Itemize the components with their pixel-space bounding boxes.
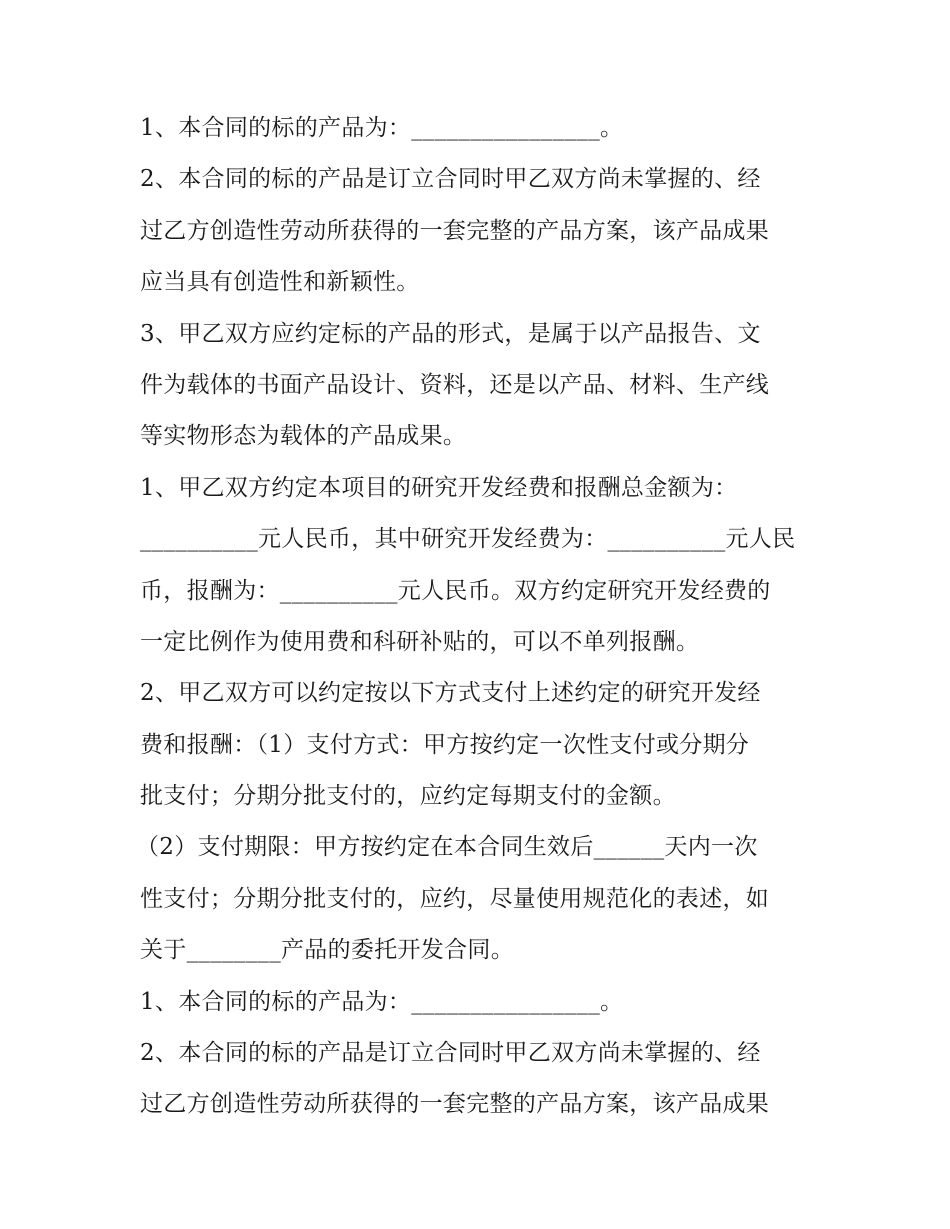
text-line: 一定比例作为使用费和科研补贴的，可以不单列报酬。 — [140, 628, 700, 655]
text-line: 1、本合同的标的产品为：________________。 — [140, 115, 624, 141]
text-line: 过乙方创造性劳动所获得的一套完整的产品方案，该产品成果 — [140, 217, 770, 244]
text-line: 等实物形态为载体的产品成果。 — [140, 423, 467, 450]
text-line: 币，报酬为：__________元人民币。双方约定研究开发经费的 — [140, 577, 771, 604]
text-line: 费和报酬：（1）支付方式：甲方按约定一次性支付或分期分 — [140, 731, 750, 758]
text-line: 关于________产品的委托开发合同。 — [140, 937, 514, 964]
text-line: （2）支付期限：甲方按约定在本合同生效后______天内一次 — [136, 834, 758, 861]
text-line: 件为载体的书面产品设计、资料，还是以产品、材料、生产线 — [140, 371, 770, 398]
text-line: __________元人民币，其中研究开发经费为：__________元人民 — [140, 526, 796, 553]
text-line: 2、甲乙双方可以约定按以下方式支付上述约定的研究开发经 — [140, 680, 761, 707]
text-line: 批支付；分期分批支付的，应约定每期支付的金额。 — [140, 783, 676, 810]
text-line: 过乙方创造性劳动所获得的一套完整的产品方案，该产品成果 — [140, 1091, 770, 1118]
text-line: 1、甲乙双方约定本项目的研究开发经费和报酬总金额为： — [140, 474, 738, 501]
text-line: 2、本合同的标的产品是订立合同时甲乙双方尚未掌握的、经 — [140, 1040, 761, 1067]
text-line: 1、本合同的标的产品为：________________。 — [140, 988, 624, 1015]
text-line: 3、甲乙双方应约定标的产品的形式，是属于以产品报告、文 — [140, 320, 761, 347]
document-body — [136, 103, 812, 1131]
text-line: 2、本合同的标的产品是订立合同时甲乙双方尚未掌握的、经 — [140, 166, 761, 193]
text-line: 应当具有创造性和新颖性。 — [140, 269, 420, 296]
text-line: 性支付；分期分批支付的，应约，尽量使用规范化的表述，如 — [140, 885, 770, 912]
